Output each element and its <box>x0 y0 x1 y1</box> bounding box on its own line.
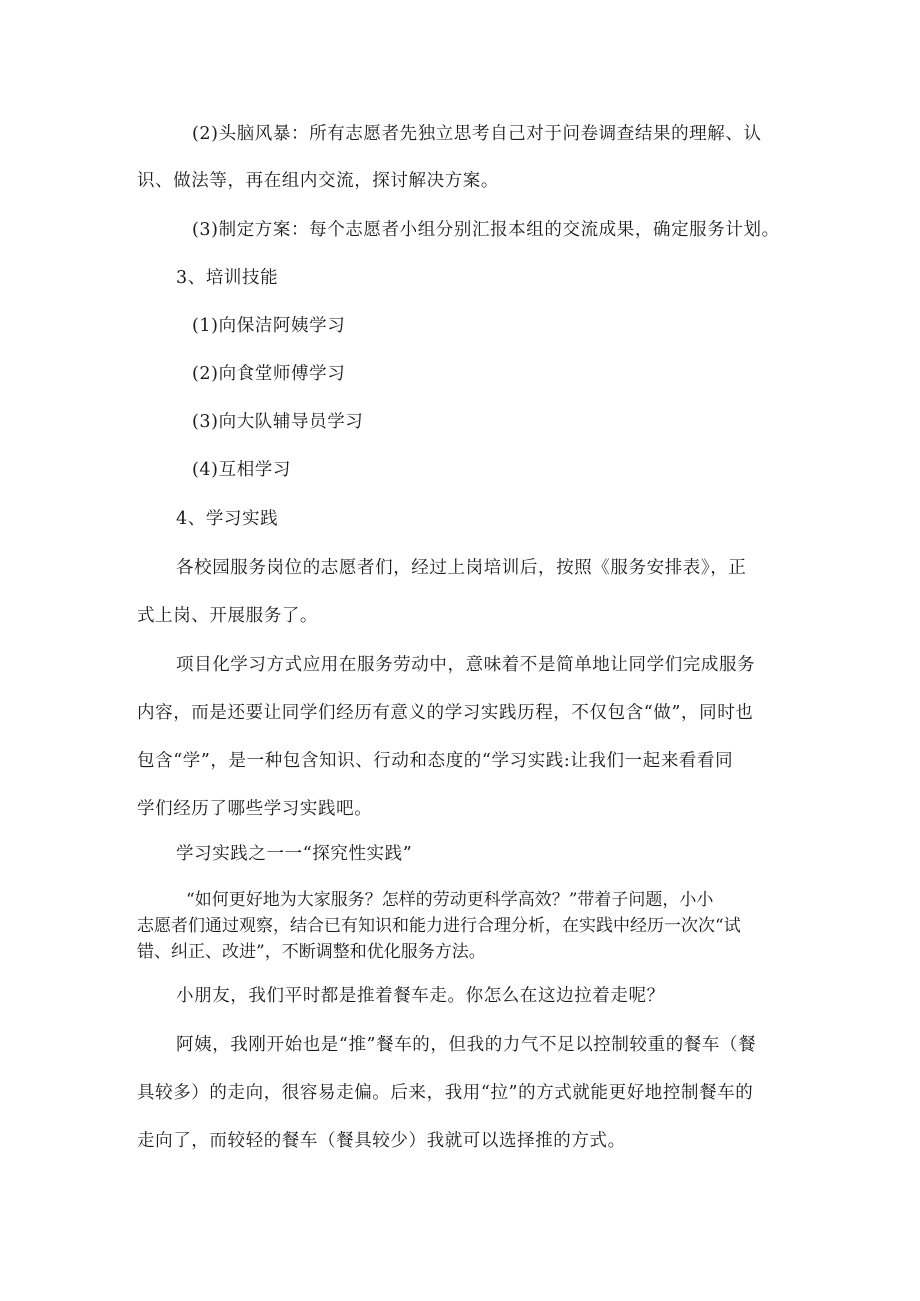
paragraph-questions-line-3: 错、纠正、改进”，不断调整和优化服务方法。 <box>137 942 486 962</box>
heading-training-skills: 3、培训技能 <box>176 268 279 288</box>
paragraph-posts-line-1: 各校园服务岗位的志愿者们，经过上岗培训后，按照《服务安排表》，正 <box>176 558 747 578</box>
paragraph-project-line-3: 包含“学”，是一种包含知识、行动和态度的“学习实践:让我们一起来看看同 <box>137 751 734 771</box>
list-item-mutual: (4)互相学习 <box>192 460 291 480</box>
paragraph-posts-line-2: 式上岗、开展服务了。 <box>137 606 318 626</box>
dialogue-answer-line-1: 阿姨，我刚开始也是“推”餐车的，但我的力气不足以控制较重的餐车（餐 <box>176 1035 757 1055</box>
paragraph-project-line-2: 内容，而是还要让同学们经历有意义的学习实践历程，不仅包含“做”，同时也 <box>137 703 754 723</box>
paragraph-questions-line-1: “如何更好地为大家服务？怎样的劳动更科学高效？”带着子问题，小小 <box>186 890 714 910</box>
dialogue-answer-line-2: 具较多）的走向，很容易走偏。后来，我用“拉”的方式就能更好地控制餐车的 <box>137 1083 754 1103</box>
paragraph-plan: (3)制定方案：每个志愿者小组分别汇报本组的交流成果，确定服务计划。 <box>192 220 780 240</box>
dialogue-question: 小朋友，我们平时都是推着餐车走。你怎么在这边拉着走呢？ <box>176 986 665 1006</box>
list-item-cleaner: (1)向保洁阿姨学习 <box>192 316 346 336</box>
paragraph-questions-line-2: 志愿者们通过观察，结合已有知识和能力进行合理分析，在实践中经历一次次“试 <box>137 916 741 936</box>
heading-learning-practice: 4、学习实践 <box>176 509 279 529</box>
list-item-canteen: (2)向食堂师傅学习 <box>192 364 346 384</box>
paragraph-brainstorm-line-2: 识、做法等，再在组内交流，探讨解决方案。 <box>137 171 499 191</box>
paragraph-project-line-4: 学们经历了哪些学习实践吧。 <box>137 799 373 819</box>
heading-exploratory-practice: 学习实践之一一“探究性实践” <box>176 844 413 864</box>
list-item-counselor: (3)向大队辅导员学习 <box>192 412 364 432</box>
paragraph-project-line-1: 项目化学习方式应用在服务劳动中，意味着不是简单地让同学们完成服务 <box>176 655 756 675</box>
paragraph-brainstorm-line-1: (2)头脑风暴：所有志愿者先独立思考自己对于问卷调查结果的理解、认 <box>192 124 762 144</box>
dialogue-answer-line-3: 走向了，而较轻的餐车（餐具较少）我就可以选择推的方式。 <box>137 1131 626 1151</box>
